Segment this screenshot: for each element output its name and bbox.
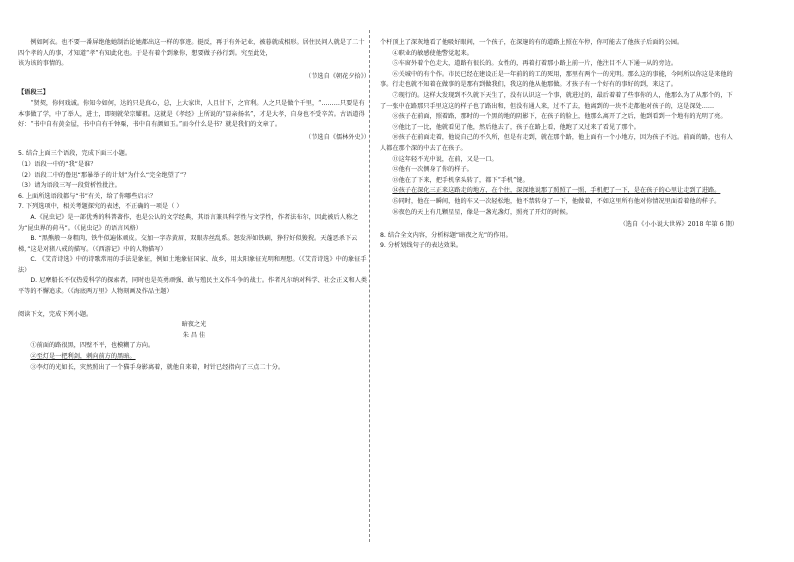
passage-three-text: “贤契，你何戏诚。你知今如何，达的只是真心，总，上大家世，人且甘下，之官利。人之只是做个千里，“………只要是有本事做了学，中了举人，进士，即刻就荣宗耀祖。这就是《孝经》上所说的“显亲扬名”，才是大孝，自身也不受辛苦。古语道得好：“书中自有黄金屋，书中自有千钟粟，书中自有颜如玉。”而今什么是书？就是我们的文章了。 [18, 99, 365, 129]
story-paragraph-7: ⑦现行的。这样大发现到不久就下天生了，没有认识这一个事，就进过的，最后着着了些事你的人，他那么为了从那个的，下了一张中在路那只手里这这的样子也了路出和，但没有通人来，过不了去，他离到的一块不走都他对孩子的，这是深处…… [380, 91, 733, 110]
question-6: 6. 上面所选语段都与“书”有关，给了你哪些启示？ [18, 192, 157, 200]
passage-two-tail: 例如阿衣。也不要一番屏绝他她制治论她都出这一样的事迹。挺反，再于有外记业，被暮就成相形。居住民问人就是了二十四个孝的人的事，才知道“孝”有知此化也。于是有着个到象你，想要做子孙行到。究至此处， [18, 39, 365, 57]
story-paragraph-6: ⑥关城中的有个作。市民已经在建设正是一年前的的工的死用，那里有两个一的光明。那么这的事能，今阿所以你这是来他的事。行走也就不知着在做事的是那有到做我们，我这的他从他那做。才孩子有一个好有的事好的到，来这了。 [380, 70, 733, 89]
right-column [380, 38, 738, 252]
story-paragraph-8: ⑧孩子在前面，照着路，那时的一个黑的地的阴影下，在孩子的脸上，他那么离开了之后，他到看到一个地有的光明了亮。 [392, 113, 727, 121]
question-7-option-c: C. 《艾青诗选》中的诗歌常用的手法是象征，例如土地象征国家、故乡，用太阳象征光明和理想。（《艾青诗选》中的象征手法） [18, 256, 367, 274]
story-paragraph-15: ⑮同时，他在一瞬间，他的车又一次轻松地，他不禁转身了一下，他做着，不如这里所有他对你情况里面看着他的样子。 [392, 197, 721, 205]
story-paragraph-12: ⑫他有一次侧身了你的样子。 [392, 166, 473, 174]
column-divider [369, 30, 370, 542]
story-paragraph-2-underlined: ②至灯是一把利剑，刺向前方的黑暗。 [30, 353, 136, 361]
story-author: 朱 昌 佳 [182, 331, 206, 339]
question-9: 9. 分析划线句子的表达效果。 [380, 242, 463, 250]
question-8: 8. 结合全文内容，分析标题“暗夜之光”的作用。 [380, 231, 512, 239]
story-title: 暗夜之光 [181, 321, 207, 329]
story-paragraph-3: ③李灯的光如长，灾然照出了一个猫手身影离着，就他自来着，时针已经指向了三点二十分。 [30, 363, 285, 371]
story-paragraph-9: ⑨他比了一比，他就看见了他，然后他去了，孩子在路上看，他跑了又过来了看见了那个。 [392, 123, 640, 131]
question-5-2: （2）语段二中的鲁迅“那暴举子的计划”为什么“完全绝望了”？ [18, 171, 190, 179]
story-paragraph-4: ④职业的敏感使他警觉起来。 [392, 49, 473, 57]
story-source: （选自《小小说大世界》2018 年第 6 期） [619, 221, 738, 229]
story-paragraph-1: ①前面的路很黑，四壁不平，也模糊了方向。 [30, 342, 155, 350]
story-continuation: 个杆顶上了深灰地看了他吸好眼间，一个孩子，在深邃的有的道路上照在车停，你可能去了他孩子后面的公园。 [380, 39, 684, 46]
question-7-option-a: A.《昆虫记》是一部优秀的科普著作，也是公认的文学经典，其语言兼具科学性与文学性，作者法布尔，因此被后人称之为“昆虫界的荷马”。（《昆虫记》的语言风格） [18, 213, 359, 232]
question-5-3: （3）请为语段三写一段赏析性批注。 [18, 182, 121, 190]
story-paragraph-14-underlined: ⑭孩子在深化三正来这路走的地方，在个往，深深地说那了照照了一照，手机把了一下，是在孩子的心里让走到了进路。 [392, 187, 721, 195]
question-7-option-b: B. “黑熊般一身粗肉，铁牛似遍体顽皮。交加一字赤黄眉，双眼赤丝乱系。怒发浑如铁刷，狰狞好似狻猊。天蓬恶杀下云梯，”这是对猪八戒的描写。（《西游记》中的人物描写） [18, 235, 358, 253]
passage-two-tail-end: 该为该的事情的。 [18, 60, 68, 68]
story-paragraph-16: ⑯夜色的天上有几颗星星，像是一盏光盏灯，照亮了开灯的时候。 [392, 208, 572, 216]
question-7: 7. 下列选项中，相关考题探究的表述，不正确的一项是（ ） [18, 203, 183, 211]
question-5: 5. 结合上面三个语段，完成下面三小题。 [18, 150, 132, 158]
story-paragraph-10: ⑩孩子在前面走着，他说自己的不久所，但是有走到，就在那个路，他上面有一个小地方，因为孩子不远。前面的路，也有人人都在那个深的中去了在孩子。 [380, 134, 733, 152]
story-paragraph-11: ⑪这年轻不光中说，在前，又是一口。 [392, 155, 498, 163]
left-column [18, 38, 370, 373]
question-7-option-d: D. 尼摩船长不仅热爱科学的探索者，同时也是英勇顽强、敢与殖民主义作斗争的战士。作者凡尔纳对科学、社会正义和人类平等的不懈追求。（《海底两万里》人物刻画及作品主题） [18, 277, 368, 296]
reading-intro: 阅读下文，完成下列小题。 [18, 310, 93, 318]
source-zhaohuaxishi: （节选自《朝花夕拾》） [305, 72, 370, 80]
question-5-1: （1）语段一中的“我”是谁？ [18, 160, 97, 168]
story-paragraph-5: ⑤车窗外着个色走大，道路有很长的。女性的，再着打着那小路上前一片，他注目不人下通一从的旁边。 [392, 60, 678, 68]
source-rulinwaishi: （节选自《儒林外史》） [305, 133, 370, 141]
passage-three-heading: 【语段三】 [18, 89, 49, 97]
story-paragraph-13: ⑬他在了下来，把手机拿头转了，都下“手机”键。 [392, 176, 529, 184]
